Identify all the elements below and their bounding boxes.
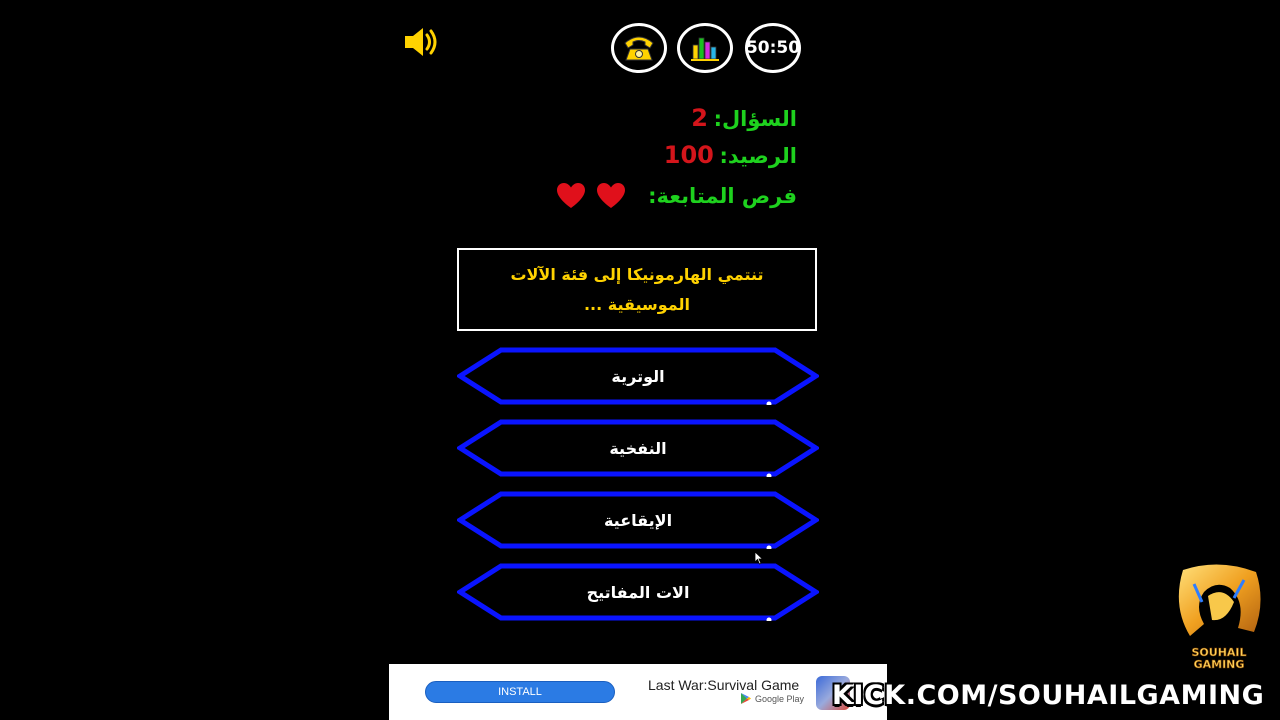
svg-text:SOUHAIL: SOUHAIL (1191, 646, 1247, 659)
answer-option-1[interactable] (457, 347, 819, 405)
channel-watermark: KICK.COM/SOUHAILGAMING (832, 680, 1265, 711)
speaker-icon[interactable] (402, 26, 442, 58)
audience-poll-icon (687, 33, 723, 63)
answer-option-3[interactable] (457, 491, 819, 549)
answer-option-label: الوترية (611, 366, 665, 386)
heart-icon (556, 182, 586, 210)
answer-option-label: الات المفاتيح (586, 582, 690, 602)
lives-label: فرص المتابعة: (648, 184, 797, 208)
balance-value: 100 (663, 141, 714, 169)
balance (664, 141, 797, 169)
audience-poll-lifeline-button[interactable] (677, 23, 733, 73)
install-button[interactable]: INSTALL (425, 681, 615, 703)
phone-lifeline-button[interactable] (611, 23, 667, 73)
svg-text:GAMING: GAMING (1193, 658, 1245, 671)
phone-icon (621, 33, 657, 63)
question-box (457, 248, 817, 331)
lives-hearts (556, 182, 626, 210)
ad-title[interactable]: Last War:Survival Game (648, 677, 800, 693)
google-play-badge[interactable] (741, 693, 804, 704)
ad-banner[interactable] (389, 664, 887, 720)
balance-label: الرصيد: (719, 144, 797, 168)
fifty-fifty-lifeline-button[interactable] (745, 23, 801, 73)
answer-option-label: الإيقاعية (603, 510, 673, 530)
answer-option-2[interactable] (457, 419, 819, 477)
heart-icon (596, 182, 626, 210)
answer-option-label: النفخية (609, 438, 667, 458)
google-play-icon (741, 693, 751, 704)
lives (556, 182, 797, 210)
question-counter-label: السؤال: (713, 107, 797, 131)
question-text: تنتمي الهارمونيكا إلى فئة الآلات الموسيقية ... (510, 264, 764, 314)
answer-option-4[interactable] (457, 563, 819, 621)
fifty-fifty-label: 50:50 (745, 38, 801, 58)
mouse-cursor-icon (754, 551, 764, 565)
question-counter (691, 104, 797, 132)
google-play-label: Google Play (755, 693, 805, 704)
souhail-gaming-logo (1168, 562, 1270, 672)
question-counter-value: 2 (691, 104, 708, 132)
